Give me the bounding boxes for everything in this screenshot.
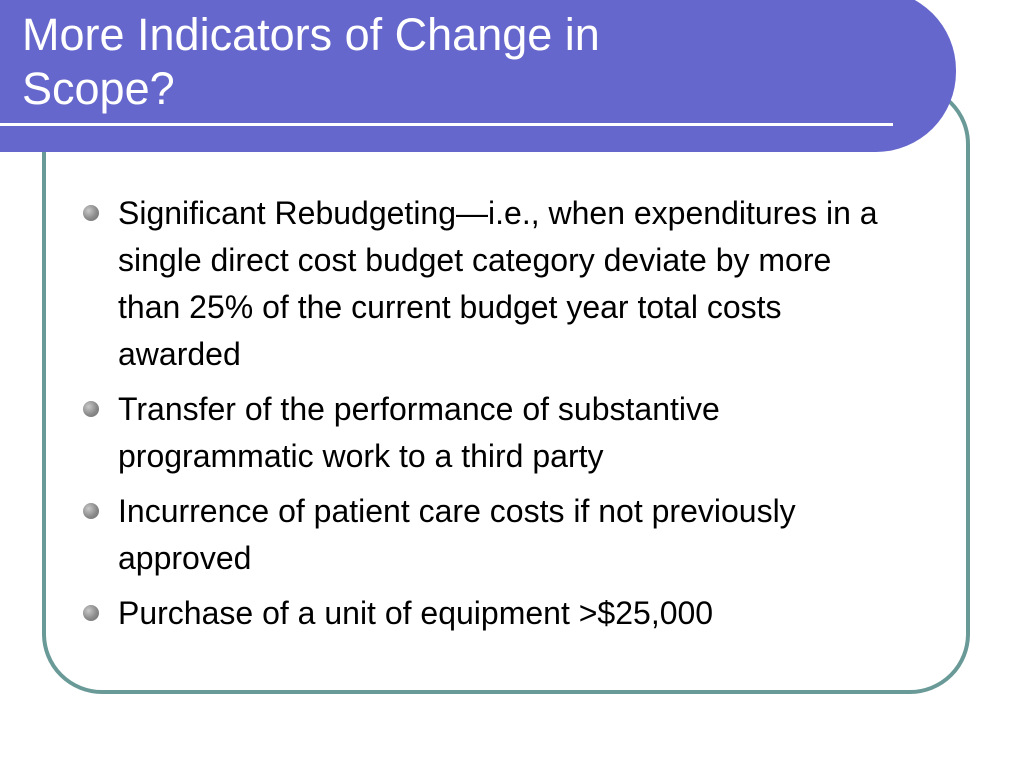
bullet-text: Significant Rebudgeting—i.e., when expenditures in a single direct cost budget category deviate by more than 25% of the current budget year total costs awarded: [118, 195, 878, 372]
bullet-list: [82, 190, 882, 645]
bullet-text: Transfer of the performance of substantive programmatic work to a third party: [118, 391, 720, 474]
bullet-dot-icon: [83, 503, 99, 519]
bullet-item: [82, 190, 882, 378]
bullet-item: [82, 386, 882, 480]
slide-title: More Indicators of Change in Scope?: [22, 9, 600, 114]
bullet-text: Incurrence of patient care costs if not previously approved: [118, 493, 796, 576]
bullet-dot-icon: [83, 605, 99, 621]
bullet-item: [82, 590, 882, 637]
title-band: [0, 0, 956, 152]
bullet-item: [82, 488, 882, 582]
title-underline: [0, 123, 893, 126]
bullet-dot-icon: [83, 205, 99, 221]
bullet-dot-icon: [83, 401, 99, 417]
bullet-text: Purchase of a unit of equipment >$25,000: [118, 595, 714, 631]
